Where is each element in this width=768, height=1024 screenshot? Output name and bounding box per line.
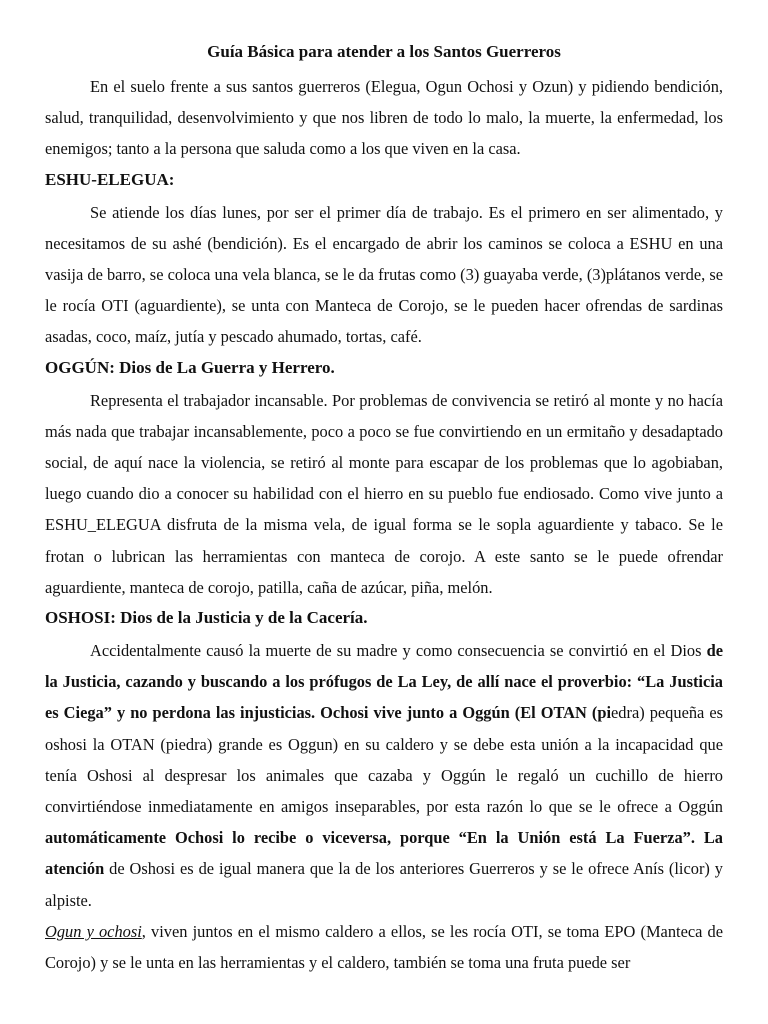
oshosi-text-3: de Oshosi es de igual manera que la de los anteriores Guerreros y se le ofrece Anís (licor) y alpiste.: [45, 859, 723, 910]
section-heading-eshu-elegua: ESHU-ELEGUA:: [45, 169, 175, 189]
section-body-oggun: Representa el trabajador incansable. Por problemas de convivencia se retiró al monte y no hacía más nada que trabajar incansablemente, poco a poco se fue convirtiendo en un ermitaño y desadaptado social, de aquí nace la violencia, se retiró al monte para escapar de los problemas que lo agobiaban, luego cuando dio a conocer su habilidad con el hierro en su pueblo fue endiosado. Como vive junto a ESHU_ELEGUA disfruta de la misma vela, de igual forma se le sopla aguardiente y tabaco. Se le frotan o lubrican las herramientas con manteca de corojo. A este santo se le puede ofrendar aguardiente, manteca de corojo, patilla, caña de azúcar, piña, melón.: [45, 390, 723, 597]
section-heading-oggun: OGGÚN: Dios de La Guerra y Herrero.: [45, 357, 335, 377]
section-body-eshu-elegua: Se atiende los días lunes, por ser el primer día de trabajo. Es el primero en ser alimentado, y necesitamos de su ashé (bendición). Es el encargado de abrir los caminos se coloca a ESHU en una vasija de barro, se coloca una vela blanca, se le da frutas como (3) guayaba verde, (3)plátanos verde, se le rocía OTI (aguardiente), se unta con Manteca de Corojo, se le pueden hacer ofrendas de sardinas asadas, coco, maíz, jutía y pescado ahumado, tortas, café.: [45, 202, 723, 347]
closing-rest: , viven juntos en el mismo caldero a ellos, se les rocía OTI, se toma EPO (Manteca de Corojo) y se le unta en las herramientas y el caldero, también se toma una fruta puede ser: [45, 921, 724, 973]
closing-paragraph: [45, 916, 723, 978]
document-page: [45, 42, 723, 978]
oshosi-bold-text-1: de la Justicia, cazando y buscando a los prófugos de La Ley, de allí nace el proverbio: “La Justicia es Ciega” y no perdona las injusticias. Ochosi vive junto a Oggún (El OTAN (pi: [45, 641, 723, 723]
oshosi-text-1: Accidentalmente causó la muerte de su madre y como consecuencia se convirtió en el Dios: [90, 641, 702, 661]
section-body-oshosi: [45, 635, 723, 916]
closing-lead: Ogun y ochosi: [45, 921, 142, 941]
document-title: Guía Básica para atender a los Santos Guerreros: [207, 42, 561, 61]
oshosi-text-2: edra) pequeña es oshosi la OTAN (piedra) grande es Oggun) en su caldero y se debe esta unión a la incapacidad que tenía Oshosi al despresar los animales que cazaba y Oggún le regaló un cuchillo de hierro convirtiéndose inmediatamente en amigos inseparables, por esta razón lo que se le ofrece a Oggún: [45, 703, 723, 817]
oshosi-bold-text-2: automáticamente Ochosi lo recibe o viceversa, porque “En la Unión está La Fuerza”. La atención: [45, 828, 723, 879]
intro-paragraph: En el suelo frente a sus santos guerreros (Elegua, Ogun Ochosi y Ozun) y pidiendo bendición, salud, tranquilidad, desenvolvimiento y que nos libren de todo lo malo, la muerte, la enfermedad, los enemigos; tanto a la persona que saluda como a los que viven en la casa.: [45, 77, 723, 159]
section-heading-oshosi: OSHOSI: Dios de la Justicia y de la Cacería.: [45, 608, 368, 628]
